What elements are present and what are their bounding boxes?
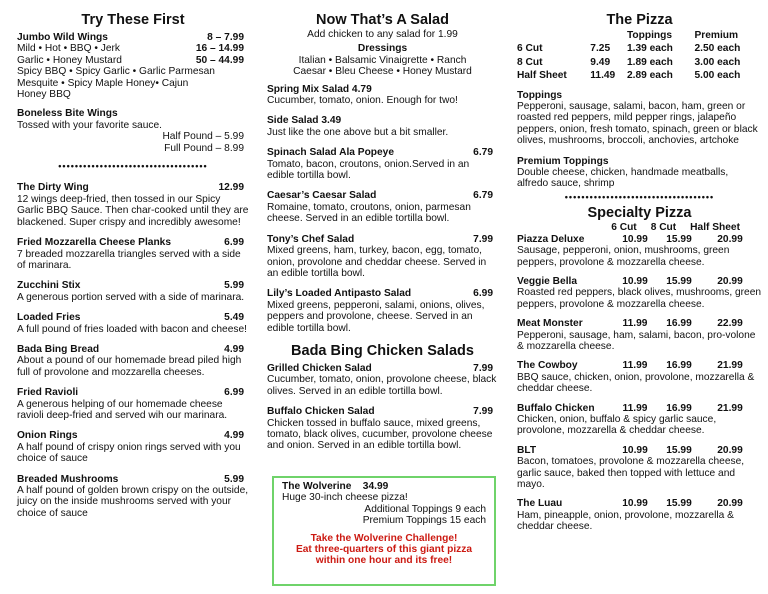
specialty-name-row [517, 360, 762, 371]
item-price: 15.99 [666, 498, 692, 510]
item-desc: A half pound of golden brown crispy on the outside, juicy on the inside mushrooms served with your choice of sauce [17, 485, 249, 519]
pizza-top: 1.39 each [626, 43, 673, 55]
specialty-pizza [517, 318, 762, 352]
item-desc: Cucumber, tomato, onion, provolone cheese, black olives. Served in an edible tortilla bowl. [267, 374, 497, 397]
item-price: 15.99 [666, 233, 692, 245]
item-price: 16.99 [666, 360, 692, 372]
wing-flavors-5: Honey BBQ [17, 89, 71, 101]
menu-item [267, 406, 498, 452]
item-price: 16 – 14.99 [195, 43, 244, 55]
pizza-prem: 5.00 each [694, 70, 741, 82]
challenge-title: Take the Wolverine Challenge! [310, 532, 458, 544]
menu-item [17, 430, 249, 464]
section-title-salads: Now That’s A Salad [316, 12, 449, 28]
pizza-size-row [517, 69, 762, 82]
item-desc: Romaine, tomato, croutons, onion, parmesan cheese. Served in an edible tortilla bowl. [267, 201, 471, 225]
item-name: BLT [517, 444, 537, 456]
col-header-toppings: Toppings [626, 30, 673, 41]
item-name-row [17, 387, 249, 398]
item-name: Jumbo Wild Wings [17, 32, 108, 43]
specialty-name-row [517, 403, 762, 414]
item-name: Toppings [517, 89, 563, 101]
menu-item [17, 182, 249, 228]
item-price: 22.99 [717, 318, 743, 330]
item-desc: Chicken, onion, buffalo & spicy garlic sauce, provolone, mozzarella & cheddar cheese. [517, 413, 717, 437]
item-price: 8 – 7.99 [207, 32, 244, 43]
divider-dots: •••••••••••••••••••••••••••••••••••• [58, 161, 208, 172]
dressings-title: Dressings [357, 43, 408, 55]
item-name-row [17, 312, 249, 323]
menu-item-spring-mix [267, 84, 498, 107]
item-price: 6.79 [473, 190, 493, 202]
item-desc: Mixed greens, pepperoni, salami, onions, olives, peppers and provolone, cheese. Served in an edible tortilla bowl. [267, 299, 485, 334]
item-price: 4.99 [224, 430, 244, 442]
wolverine-challenge-box [272, 476, 496, 586]
menu-item [267, 234, 498, 280]
item-price: 12.99 [218, 182, 244, 194]
challenge-text-2: within one hour and its free! [315, 555, 453, 567]
wing-flavors-1: Mild • Hot • BBQ • Jerk [17, 43, 120, 55]
item-name: Lily’s Loaded Antipasto Salad [267, 288, 412, 300]
item-name: Bada Bing Bread [17, 343, 100, 355]
item-name: The Cowboy [517, 360, 578, 372]
item-price: 10.99 [622, 444, 648, 456]
item-price: 10.99 [622, 498, 648, 510]
item-desc: 12 wings deep-fried, then tossed in our Spicy Garlic BBQ Sauce. Then char-cooked until they are blackened. Super crispy and incredibly awesome! [17, 193, 249, 228]
item-price: 15.99 [666, 444, 692, 456]
item-name: Grilled Chicken Salad [267, 362, 372, 374]
item-price: 34.99 [362, 481, 389, 492]
item-name-row [267, 288, 498, 299]
item-desc: Bacon, tomatoes, provolone & mozzarella cheese, garlic sauce, baked then topped with lettuce and mayo. [517, 456, 745, 490]
item-desc: About a pound of our homemade bread piled high full of provolone and mozzarella cheeses. [17, 355, 242, 378]
header-6-cut: 6 Cut [611, 222, 637, 234]
item-price: 6.99 [224, 237, 244, 249]
item-desc: 7 breaded mozzarella triangles served with a side of marinara. [17, 248, 241, 271]
item-name-row [17, 237, 249, 248]
item-price: 20.99 [717, 498, 743, 510]
item-name: Side Salad 3.49 [267, 115, 342, 127]
item-price: 20.99 [717, 275, 743, 287]
item-desc: Sausage, pepperoni, onion, mushrooms, green peppers, provolone & mozzarella cheese. [517, 245, 730, 268]
item-price: 4.99 [224, 343, 244, 355]
header-8-cut: 8 Cut [650, 222, 677, 234]
item-price: 21.99 [717, 360, 743, 372]
item-price: 20.99 [717, 233, 743, 245]
item-desc: Mixed greens, ham, turkey, bacon, egg, tomato, onion, provolone and cheddar cheese. Served in an edible tortilla bowl. [267, 245, 487, 279]
menu-item [267, 363, 498, 397]
item-desc: Roasted red peppers, black olives, mushrooms, green peppers, provolone & mozzarella cheese. [517, 287, 762, 310]
item-price: Full Pound – 8.99 [164, 142, 244, 154]
challenge-text-1: Eat three-quarters of this giant pizza [295, 544, 473, 556]
specialty-name-row [517, 234, 762, 245]
col-header-premium: Premium [694, 30, 739, 41]
menu-item-side-salad [267, 115, 498, 138]
dressings-list-2: Caesar • Bleu Cheese • Honey Mustard [293, 66, 472, 78]
item-desc: Tossed with your favorite sauce. [17, 119, 162, 131]
item-name: Buffalo Chicken Salad [267, 406, 375, 418]
pizza-price: 7.25 [590, 43, 611, 55]
item-name: Piazza Deluxe [517, 233, 585, 245]
item-price: 6.99 [224, 387, 244, 399]
specialty-pizza [517, 498, 762, 532]
item-name: Meat Monster [517, 318, 583, 330]
item-name-row [17, 430, 249, 441]
item-name: Premium Toppings [517, 155, 609, 167]
item-name-row [17, 280, 249, 291]
salad-subtitle: Add chicken to any salad for 1.99 [307, 29, 458, 40]
menu-item [17, 237, 249, 271]
pizza-top: 2.89 each [626, 70, 673, 82]
item-price: 50 – 44.99 [195, 54, 244, 66]
pizza-size: 8 Cut [517, 56, 543, 68]
item-name: Buffalo Chicken [517, 402, 595, 414]
menu-item [17, 474, 249, 520]
item-price: Half Pound – 5.99 [162, 131, 244, 143]
item-name-row [17, 474, 249, 485]
item-name: Breaded Mushrooms [17, 473, 119, 485]
specialty-pizza [517, 403, 762, 437]
item-price: 21.99 [717, 402, 743, 414]
premium-toppings-block [517, 156, 762, 190]
header-half-sheet: Half Sheet [690, 222, 740, 234]
item-desc: A half pound of crispy onion rings served with you choice of sauce [17, 441, 241, 465]
item-price: 7.99 [473, 406, 493, 418]
item-price: 10.99 [622, 233, 648, 245]
pizza-size: Half Sheet [517, 70, 567, 82]
item-price: 11.99 [622, 402, 648, 414]
item-name: The Luau [517, 498, 563, 510]
specialty-pizza [517, 445, 762, 491]
wing-flavors-4: Mesquite • Spicy Maple Honey• Cajun [17, 77, 189, 89]
pizza-size-row [517, 56, 762, 69]
specialty-name-row [517, 318, 762, 329]
item-price: 5.99 [224, 473, 244, 485]
menu-item [17, 387, 249, 421]
column-salads [267, 0, 498, 461]
menu-item [17, 312, 249, 335]
item-desc: Ham, pineapple, onion, provolone, mozzarella & cheddar cheese. [517, 509, 734, 533]
divider-dots: •••••••••••••••••••••••••••••••••••• [564, 191, 715, 202]
item-name: Boneless Bite Wings [17, 108, 118, 120]
column-pizza [517, 0, 762, 541]
item-name-row [17, 344, 249, 355]
section-title-chicken-salads: Bada Bing Chicken Salads [291, 342, 474, 359]
item-desc: Cucumber, tomato, onion. Enough for two! [267, 95, 458, 107]
item-name: Fried Ravioli [17, 387, 79, 399]
section-title-appetizers: Try These First [81, 12, 185, 28]
item-name: The Dirty Wing [17, 182, 89, 194]
item-desc: Chicken tossed in buffalo sauce, mixed greens, tomato, black olives, cucumber, provolone cheese and onion. Served in an edible tortilla bowl. [267, 417, 493, 452]
item-price: 16.99 [666, 318, 692, 330]
item-price: 6.79 [473, 147, 493, 159]
item-name: The Wolverine [282, 481, 352, 492]
menu-item [267, 288, 498, 334]
item-price: 5.49 [224, 312, 244, 324]
item-desc: A generous portion served with a side of marinara. [17, 291, 245, 303]
item-name: Spinach Salad Ala Popeye [267, 147, 395, 159]
pizza-size-row [517, 42, 762, 55]
item-desc: Huge 30-inch cheese pizza! [282, 492, 408, 504]
item-desc: Pepperoni, sausage, salami, bacon, ham, green or roasted red peppers, mild pepper rings, jalapeño peppers, onion, fresh tomato, spinach, green or black olives, mushrooms, broccoli, anchovies, artchoke [517, 101, 758, 147]
item-desc: Pepperoni, sausage, ham, salami, bacon, pro-volone & mozzarella cheese. [517, 329, 756, 352]
dressings-list-1: Italian • Balsamic Vinaigrette • Ranch [298, 54, 467, 66]
specialty-pizza [517, 234, 762, 268]
menu-item-boneless-wings [17, 108, 249, 154]
specialty-name-row [517, 276, 762, 287]
menu-item [267, 147, 498, 181]
item-desc: A generous helping of our homemade cheese ravioli deep-fried and served wih our marinara. [17, 398, 228, 421]
wing-flavors-2: Garlic • Honey Mustard [17, 54, 122, 66]
column-appetizers [17, 0, 249, 528]
item-price: 5.99 [224, 280, 244, 292]
item-desc: BBQ sauce, chicken, onion, provolone, mozzarella & cheddar cheese. [517, 371, 755, 395]
item-name: Zucchini Stix [17, 280, 81, 292]
item-desc: Just like the one above but a bit smaller. [267, 126, 449, 138]
section-title-pizza: The Pizza [606, 12, 673, 28]
additional-toppings: Additional Toppings 9 each [364, 503, 486, 515]
pizza-prem: 2.50 each [694, 43, 741, 55]
item-price: 10.99 [622, 275, 648, 287]
pizza-price: 9.49 [590, 56, 611, 68]
item-desc: A full pound of fries loaded with bacon and cheese! [17, 323, 247, 335]
pizza-top: 1.89 each [626, 56, 673, 68]
item-name-row [267, 406, 498, 417]
specialty-headers [517, 222, 762, 233]
menu-item [267, 190, 498, 224]
pizza-prem: 3.00 each [694, 56, 741, 68]
menu-item [17, 344, 249, 378]
pizza-price: 11.49 [590, 70, 616, 82]
item-price: 15.99 [666, 275, 692, 287]
item-name-row [267, 363, 498, 374]
item-desc: Tomato, bacon, croutons, onion.Served in an edible tortilla bowl. [267, 158, 470, 182]
item-name-row [267, 147, 498, 158]
item-price: 11.99 [622, 360, 648, 372]
item-name: Tony’s Chef Salad [267, 233, 355, 245]
item-name-row [267, 234, 498, 245]
menu-item-jumbo-wings [17, 32, 249, 100]
item-name-row [267, 190, 498, 201]
pizza-size: 6 Cut [517, 43, 543, 55]
item-name-row [17, 182, 249, 193]
item-name: Loaded Fries [17, 312, 81, 324]
item-price: 7.99 [473, 362, 493, 374]
item-name: Veggie Bella [517, 275, 578, 287]
toppings-block [517, 90, 762, 147]
item-price: 20.99 [717, 444, 743, 456]
specialty-name-row [517, 445, 762, 456]
item-price: 16.99 [666, 402, 692, 414]
item-name: Caesar’s Caesar Salad [267, 190, 377, 202]
specialty-pizza [517, 276, 762, 310]
item-name: Spring Mix Salad 4.79 [267, 83, 372, 95]
menu-item [17, 280, 249, 303]
item-price: 11.99 [622, 318, 648, 330]
premium-toppings: Premium Toppings 15 each [362, 515, 486, 527]
item-desc: Double cheese, chicken, handmade meatballs, alfredo sauce, shrimp [517, 167, 729, 190]
pizza-price-table [517, 29, 762, 83]
wing-flavors-3: Spicy BBQ • Spicy Garlic • Garlic Parmesan [17, 66, 215, 78]
section-title-specialty: Specialty Pizza [587, 205, 692, 222]
item-price: 6.99 [473, 288, 493, 300]
item-name: Onion Rings [17, 430, 78, 442]
specialty-pizza [517, 360, 762, 394]
item-name: Fried Mozzarella Cheese Planks [17, 237, 172, 249]
specialty-name-row [517, 498, 762, 509]
item-price: 7.99 [473, 233, 493, 245]
